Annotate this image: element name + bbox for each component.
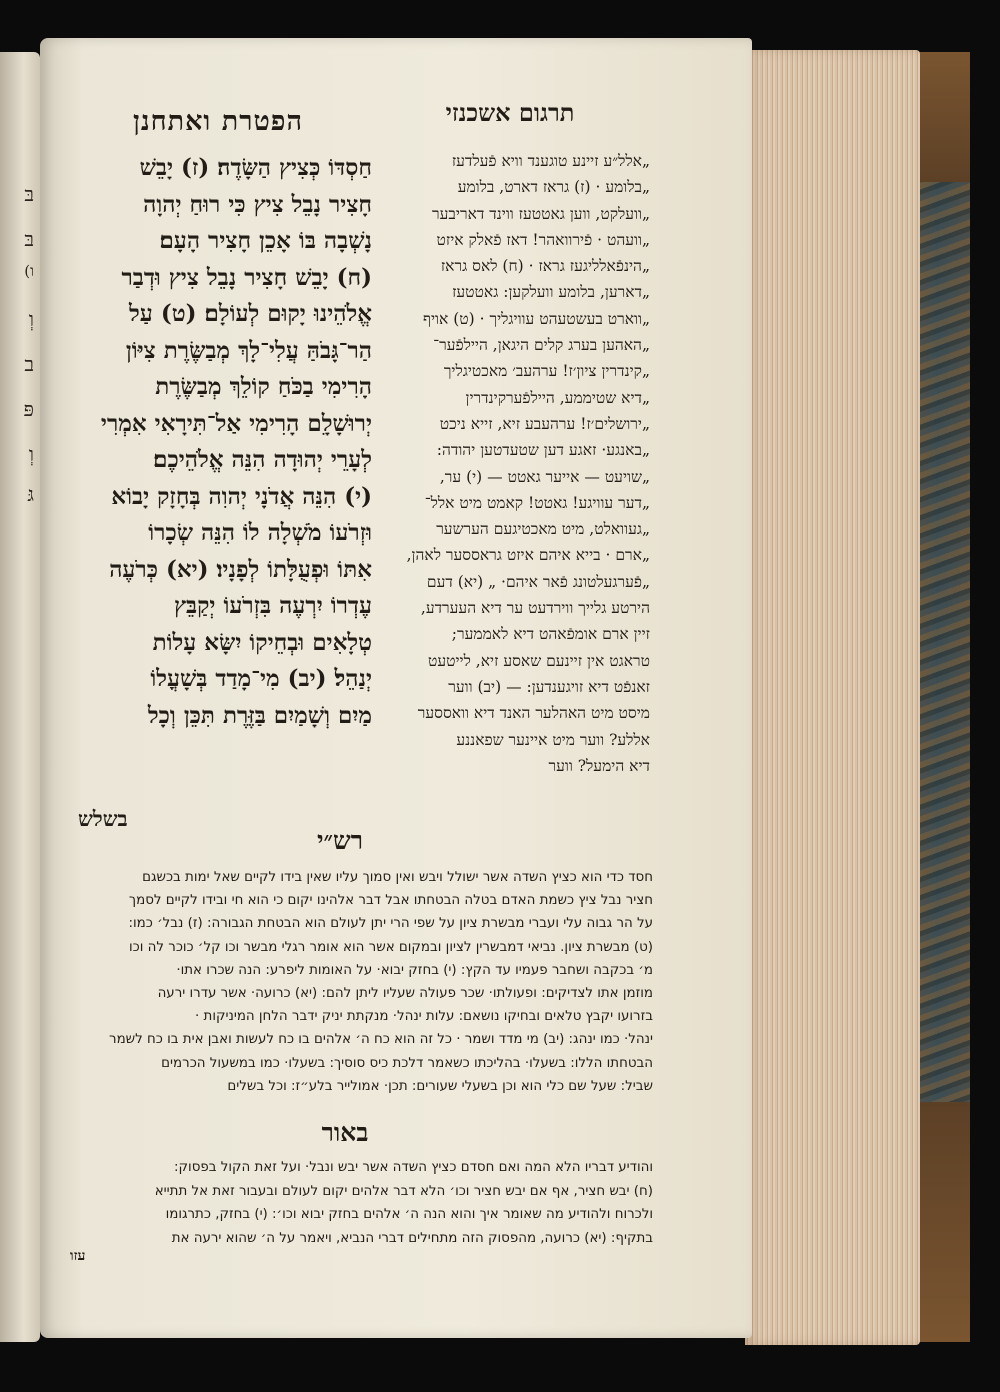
hebrew-line: עֶדְרוֹ יִרְעֶה בִּזְרֹעוֹ יְקַבֵּץ [174,592,372,619]
running-header-targum: תרגום אשכנזי [445,98,575,127]
facing-page-glyph: בּ [24,182,34,206]
facing-page-glyph: פּ [23,397,34,421]
facing-page-edge [0,52,40,1342]
targum-line: טראגט אין זיינעם שאסע זיא, לייטעט [428,651,650,670]
targum-line: „ירושלים׳ז! ערהעבע זיא, זייא ניכט [439,414,650,433]
hebrew-line: (ח) יָבֵשׁ חָצִיר נָבֵל צִיץ וּדְבַר [121,263,372,291]
leather-corner-top [915,52,970,182]
hebrew-line: לְעָרֵי יְהוּדָה הִנֵּה אֱלֹהֵיכֶם׃ [153,446,372,473]
rashi-line: הבטחתו הללו: בשעלו· בהליכתו כשאמר דלכת כיס סוסיך: בשעלו· כמו במשעול הכרמים [161,1055,653,1071]
biur-line: והודיע דבריו הלא המה ואם חסדם כציץ השדה אשר יבש ונבל· ועל זאת הקול בפסוק: [174,1160,653,1175]
biur-line: בתקיף: (יא) כרועה, מהפסוק הזה מתחילים דברי הנביא, ויאמר על ה׳ שהוא ירעה את [171,1230,653,1246]
facing-page-glyph: גּ [27,482,34,506]
targum-line: „באנגע· זאגע דען שטעדטען יהודה: [436,441,650,460]
targum-text-column [358,148,650,779]
hebrew-line: מַיִם וְשָׁמַיִם בַּזֶּרֶת תִּכֵּן וְכָל [147,701,372,729]
rashi-line: (ט) מבשרת ציון. נביאי דמבשרין לציון ובמקום אשר הוא אומר רגלי מבשר וכו קל׳ כוכר לה וכו [129,939,653,955]
targum-line: „דארען, בלומע וועלקען: גאטטעז [452,283,650,302]
targum-line: „אלל״ע זיינע טוגענד וויא פֿעלדעז [451,152,650,170]
hebrew-line: אֱלֹהֵינוּ יָקוּם לְעוֹלָם׃ (ט) עַל [129,300,372,327]
hebrew-line: טְלָאִים וּבְחֵיקוֹ יִשָּׂא עָלוֹת [152,628,372,656]
hebrew-line: (י) הִנֵּה אֲדֹנָי יְהוִה בְּחָזָק יָבוֹא [111,482,372,510]
targum-line: „דער עוויגע! גאטט! קאמט מיט אלל־ [424,493,650,512]
targum-line: „דיא שטיממע, היילפֿערקינדרין [465,388,650,407]
running-header-haftarah: הפטרת ואתחנן [132,106,303,137]
rashi-line: שביל: שעל שם כלי הוא וכן בשעלי שעורים: תכן· אמולייר בלע״ז: וכל בשלים [227,1078,653,1094]
rashi-line: על הר גבוה עלי ועברי מבשרת ציון על שפי הרי יתן לעולם הוא הבטחת הגבורה: (ז) נבל׳ כמו: [128,916,653,932]
hebrew-line: הַר־גָּבֹהַּ עֲלִי־לָךְ מְבַשֶּׂרֶת צִיּוֹן [125,336,372,364]
targum-line: „בלומע · (ז) גראז דארט, בלומע [457,178,650,197]
biur-commentary [48,1156,653,1250]
targum-line: „וועלקט, ווען גאטטעז ווינד דאריבער [432,204,650,223]
rashi-commentary [48,866,653,1098]
rashi-line: חציר נבל ציץ כשמת האדם בטלה הבטחתו אבל דבר אלהינו יקום כי הוא חי ובידו לקיים לסמך [128,893,653,909]
book-page [40,38,752,1338]
page-edges-fore-edge [745,50,920,1345]
rashi-line: חסד כדי הוא כציץ השדה אשר ישולל ויבש ואין סמוך עליו שאין בידו לקיים שאל ימות בכשגם [142,870,653,885]
facing-page-glyph: (ו [24,262,34,280]
hebrew-line: אִתּוֹ וּפְעֻלָּתוֹ לְפָנָיו׃ (יא) כְּרֹעֶה [109,555,372,583]
hebrew-text-column [52,150,372,734]
hebrew-line: וּזְרֹעוֹ מֹשְׁלָה לוֹ הִנֵּה שְׂכָרוֹ [148,519,372,546]
targum-line: „וועהט · פֿירוואהר! דאז פֿאלק איזט [436,230,650,249]
targum-line: „האהען בערג קלים היגאן, היילפֿער־ [433,336,650,355]
marbled-book-cover [915,52,970,1342]
catchword: בשלש [78,806,128,831]
hebrew-line: נָשְׁבָה בּוֹ אָכֵן חָצִיר הָעָם׃ [159,227,372,254]
targum-line: זאנפֿט דיא זויגענדען: — (יב) ווער [448,677,650,696]
rashi-section-title: רש״י [316,826,364,855]
facing-page-glyph: ב [24,352,34,376]
leather-corner-bottom [915,1102,970,1342]
facing-page-glyph: וְ [28,307,34,331]
targum-line: „ארם · בייא איהם איזט גראססער לאהן, [406,546,650,565]
hebrew-line: יְרוּשָׁלִָם הָרִימִי אַל־תִּירָאִי אִמְרִי [100,409,372,437]
rashi-line: מ׳ בכקבה ושחבר פעמיו עד הקץ: (י) בחזק יבוא· על האומות ליפרע: הנה שכרו אתו· [176,962,653,978]
signature-mark: עזו [70,1248,86,1264]
facing-page-glyph: וְ [28,442,34,466]
targum-line: הירטע גלייך ווירדעט ער דיא העערדע, [420,599,650,618]
hebrew-line: יְנַהֵל׃ (יב) מִי־מָדַד בְּשָׁעֳלוֹ [150,665,372,692]
rashi-line: בזרועו יקבץ טלאים ובחיקו נושאם: עלות ינהל· מנקתת יניק ידבר הלחן המיניקות · [195,1009,653,1025]
targum-line: אללע? ווער מיט איינער שפאננע [456,730,650,749]
targum-line: „ווארט בעשטעהט עוויגליך · (ט) אויף [422,309,650,328]
targum-line: „געוואלט, מיט מאכטיגעם הערשער [436,520,650,539]
biur-line: ולכרוח ולהודיע מה שאומר איך והוא הנה ה׳ אלהים בחזק יבוא וכו׳: (י) בחזק, כתרגומו [165,1207,653,1222]
targum-line: „קינדרין ציון׳ז! ערהעב׳ מאכטיגליך [443,362,650,381]
rashi-line: מוזמן אתו לצדיקים: ופעולתו· שכר פעולה שעליו ליתן להם: (יא) כרועה· אשר עדרו ירעה [157,986,653,1002]
targum-line: דיא הימעל? ווער [548,756,650,775]
rashi-line: ינהל· כמו ינהג: (יב) מי מדד ושמר · כל זה הוא כח ה׳ אלהים בו כח לעשות ואבן אית בו כח לשמר [109,1032,653,1048]
targum-line: מיסט מיט האהלער האנד דיא וואססער [417,704,650,723]
biur-line: (ח) יבש חציר, אף אם יבש חציר וכו׳ הלא דבר אלהים יקום לעולם ובעבור זאת אל תתייא [154,1183,653,1199]
targum-line: „הינפֿאלליגעז גראז · (ח) לאס גראז [440,257,650,276]
hebrew-line: הָרִימִי בַכֹּחַ קוֹלֵךְ מְבַשֶּׂרֶת [155,373,372,400]
hebrew-line: חָצִיר נָבֵל צִיץ כִּי רוּחַ יְהוָה [143,190,372,218]
targum-line: זיין ארם אומפֿאהט דיא לאממער; [451,625,650,644]
hebrew-line: חַסְדּוֹ כְּצִיץ הַשָּׂדֶה׃ (ז) יָבֵשׁ [139,154,372,181]
facing-page-glyph: בּ [24,227,34,251]
targum-line: „פֿערגעלטונג פֿאר איהם· „ (יא) דעם [426,572,650,591]
biur-section-title: באור [321,1118,369,1147]
targum-line: „שויעט — אייער גאטט — (י) ער, [439,467,650,486]
